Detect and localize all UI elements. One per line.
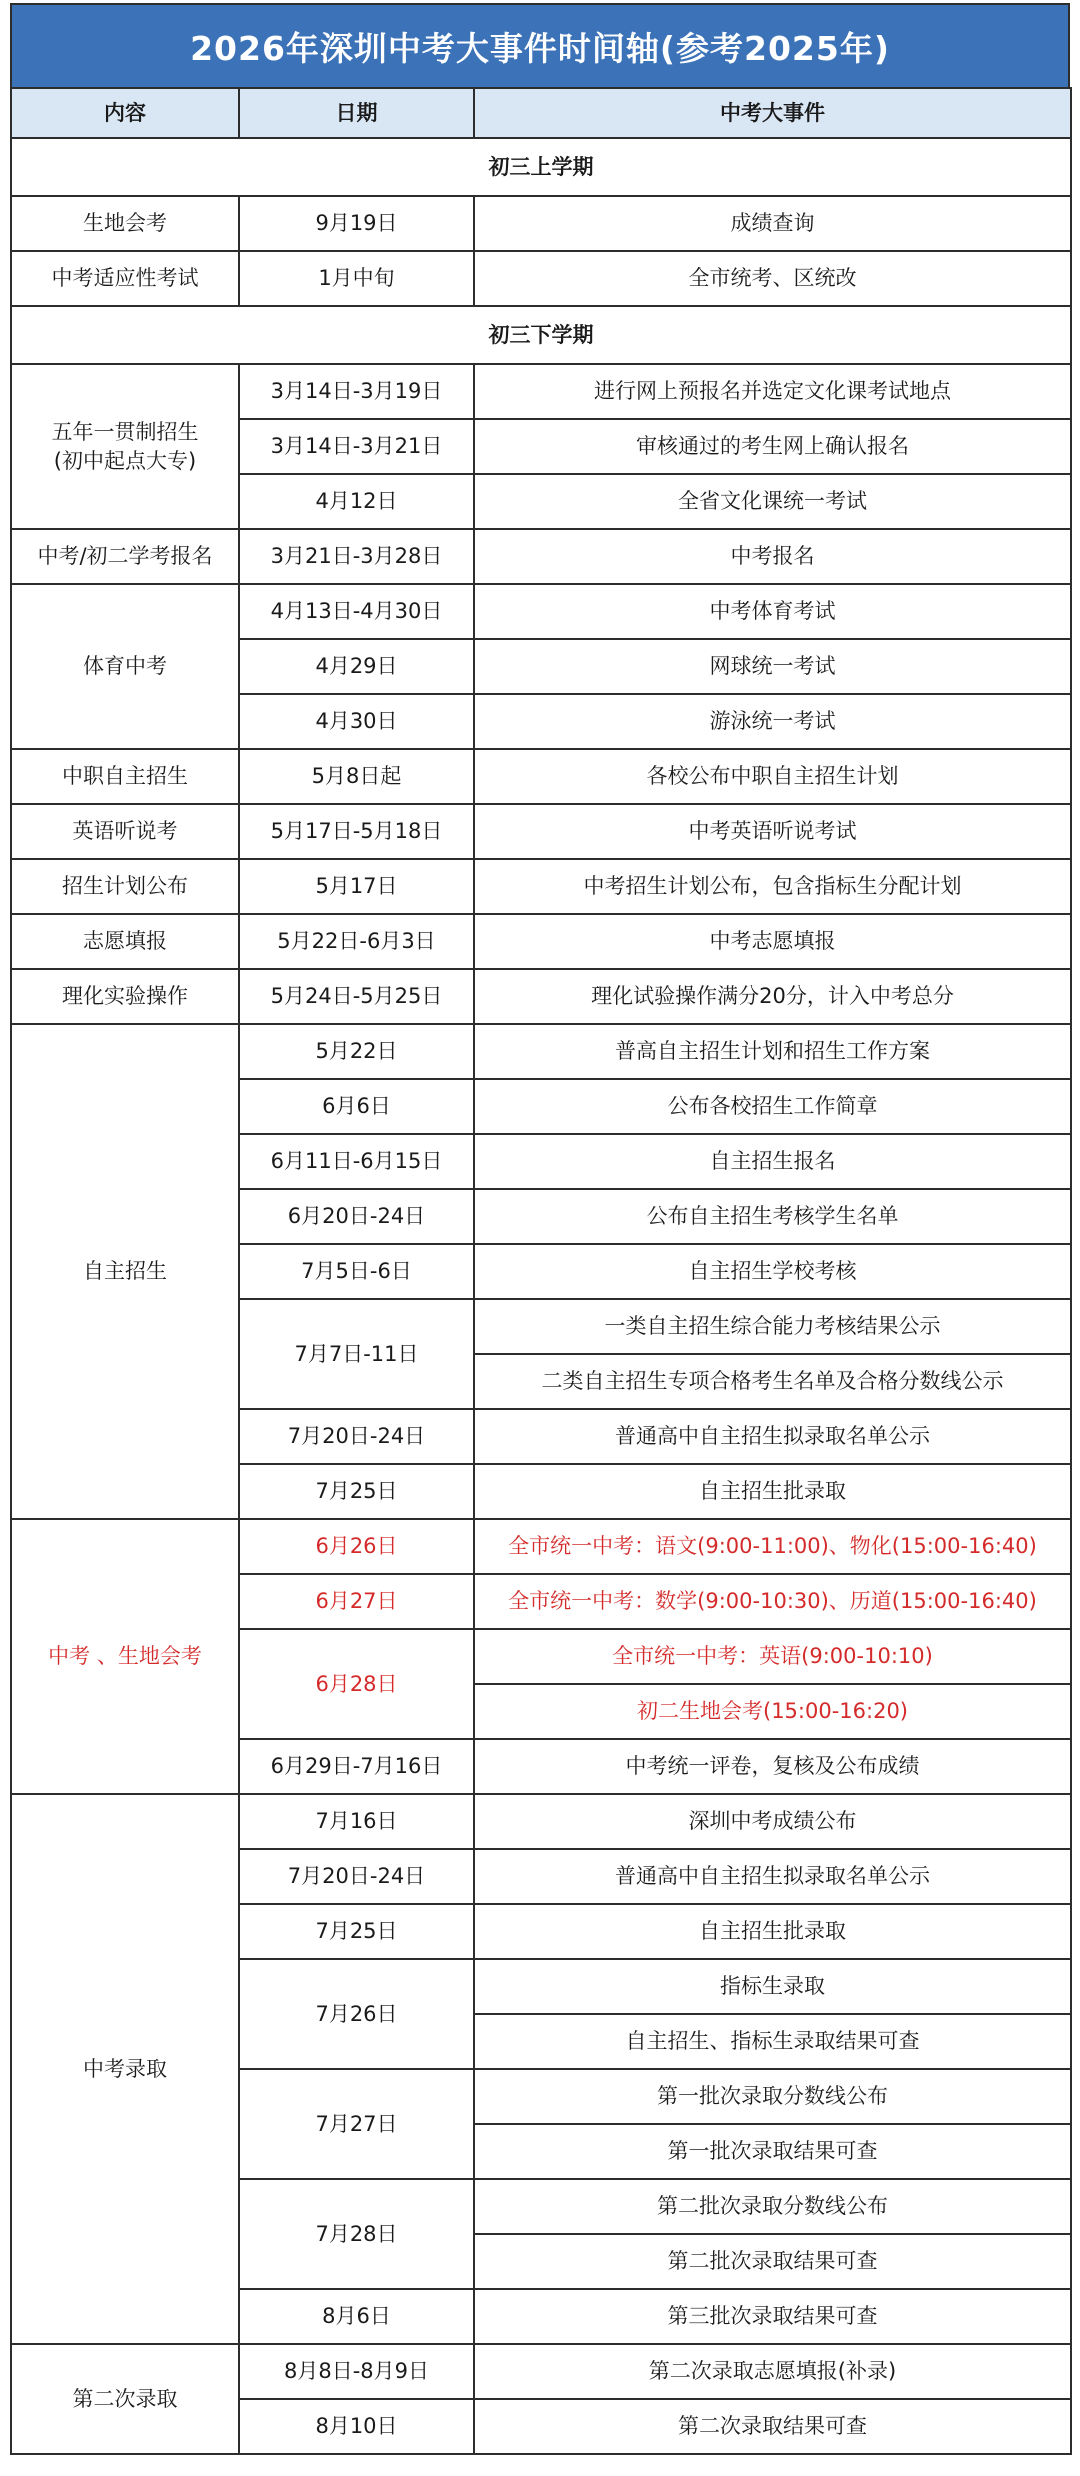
table-row	[11, 969, 1071, 1024]
date-cell: 7月5日-6日	[239, 1244, 474, 1299]
table-row	[11, 529, 1071, 584]
date-cell: 9月19日	[239, 196, 474, 251]
date-cell: 4月29日	[239, 639, 474, 694]
event-cell: 中考志愿填报	[474, 914, 1071, 969]
event-cell: 全市统一中考：语文(9:00-11:00)、物化(15:00-16:40)	[474, 1519, 1071, 1574]
content-cell: 中考适应性考试	[11, 251, 239, 306]
content-cell: 生地会考	[11, 196, 239, 251]
date-cell: 6月11日-6月15日	[239, 1134, 474, 1189]
date-cell: 6月29日-7月16日	[239, 1739, 474, 1794]
event-cell: 第一批次录取结果可查	[474, 2124, 1071, 2179]
date-cell: 4月30日	[239, 694, 474, 749]
event-cell: 第二批次录取结果可查	[474, 2234, 1071, 2289]
date-cell: 3月14日-3月21日	[239, 419, 474, 474]
date-cell: 7月25日	[239, 1464, 474, 1519]
date-cell: 5月22日-6月3日	[239, 914, 474, 969]
event-cell: 普高自主招生计划和招生工作方案	[474, 1024, 1071, 1079]
date-cell: 4月12日	[239, 474, 474, 529]
event-cell: 自主招生学校考核	[474, 1244, 1071, 1299]
content-cell: 中考/初二学考报名	[11, 529, 239, 584]
event-cell: 游泳统一考试	[474, 694, 1071, 749]
table-row	[11, 1519, 1071, 1574]
content-cell	[11, 364, 239, 529]
date-cell: 3月14日-3月19日	[239, 364, 474, 419]
table-row	[11, 2344, 1071, 2399]
event-cell: 各校公布中职自主招生计划	[474, 749, 1071, 804]
event-cell: 第一批次录取分数线公布	[474, 2069, 1071, 2124]
content-cell: 中考录取	[11, 1794, 239, 2344]
section-title: 初三下学期	[11, 306, 1071, 364]
date-cell: 6月26日	[239, 1519, 474, 1574]
date-cell: 7月20日-24日	[239, 1409, 474, 1464]
content-cell: 体育中考	[11, 584, 239, 749]
date-cell: 5月17日	[239, 859, 474, 914]
table-row	[11, 859, 1071, 914]
content-cell: 自主招生	[11, 1024, 239, 1519]
content-cell: 志愿填报	[11, 914, 239, 969]
date-cell: 6月28日	[239, 1629, 474, 1739]
event-cell: 全市统考、区统改	[474, 251, 1071, 306]
date-cell: 7月7日-11日	[239, 1299, 474, 1409]
date-cell: 8月8日-8月9日	[239, 2344, 474, 2399]
event-cell: 自主招生批录取	[474, 1904, 1071, 1959]
event-cell: 中考报名	[474, 529, 1071, 584]
table-row	[11, 1794, 1071, 1849]
table-row	[11, 196, 1071, 251]
event-cell: 第三批次录取结果可查	[474, 2289, 1071, 2344]
date-cell: 7月25日	[239, 1904, 474, 1959]
table-row	[11, 1024, 1071, 1079]
content-line: 五年一贯制招生	[51, 420, 199, 445]
timeline-table	[10, 87, 1072, 2455]
table-row	[11, 584, 1071, 639]
table-row	[11, 914, 1071, 969]
page-title: 2026年深圳中考大事件时间轴(参考2025年)	[10, 3, 1070, 87]
section-title: 初三上学期	[11, 138, 1071, 196]
event-cell: 第二次录取志愿填报(补录)	[474, 2344, 1071, 2399]
event-cell: 全市统一中考：数学(9:00-10:30)、历道(15:00-16:40)	[474, 1574, 1071, 1629]
event-cell: 初二生地会考(15:00-16:20)	[474, 1684, 1071, 1739]
event-cell: 中考体育考试	[474, 584, 1071, 639]
event-cell: 深圳中考成绩公布	[474, 1794, 1071, 1849]
table-row	[11, 251, 1071, 306]
date-cell: 3月21日-3月28日	[239, 529, 474, 584]
date-cell: 6月20日-24日	[239, 1189, 474, 1244]
date-cell: 8月6日	[239, 2289, 474, 2344]
date-cell: 7月27日	[239, 2069, 474, 2179]
event-cell: 普通高中自主招生拟录取名单公示	[474, 1409, 1071, 1464]
header-content: 内容	[11, 88, 239, 138]
date-cell: 5月24日-5月25日	[239, 969, 474, 1024]
section-row	[11, 306, 1071, 364]
table-row	[11, 364, 1071, 419]
content-cell: 英语听说考	[11, 804, 239, 859]
event-cell: 公布各校招生工作简章	[474, 1079, 1071, 1134]
event-cell: 第二次录取结果可查	[474, 2399, 1071, 2454]
header-date: 日期	[239, 88, 474, 138]
event-cell: 全市统一中考：英语(9:00-10:10)	[474, 1629, 1071, 1684]
date-cell: 6月6日	[239, 1079, 474, 1134]
date-cell: 6月27日	[239, 1574, 474, 1629]
event-cell: 网球统一考试	[474, 639, 1071, 694]
content-cell: 理化实验操作	[11, 969, 239, 1024]
date-cell: 5月22日	[239, 1024, 474, 1079]
date-cell: 7月26日	[239, 1959, 474, 2069]
event-cell: 中考招生计划公布，包含指标生分配计划	[474, 859, 1071, 914]
date-cell: 1月中旬	[239, 251, 474, 306]
header-event: 中考大事件	[474, 88, 1071, 138]
event-cell: 自主招生报名	[474, 1134, 1071, 1189]
date-cell: 5月8日起	[239, 749, 474, 804]
table-row	[11, 804, 1071, 859]
event-cell: 指标生录取	[474, 1959, 1071, 2014]
date-cell: 7月28日	[239, 2179, 474, 2289]
date-cell: 4月13日-4月30日	[239, 584, 474, 639]
date-cell: 5月17日-5月18日	[239, 804, 474, 859]
content-cell: 第二次录取	[11, 2344, 239, 2454]
date-cell: 7月20日-24日	[239, 1849, 474, 1904]
section-row	[11, 138, 1071, 196]
event-cell: 中考英语听说考试	[474, 804, 1071, 859]
event-cell: 自主招生、指标生录取结果可查	[474, 2014, 1071, 2069]
timeline-sheet	[10, 3, 1070, 2455]
event-cell: 第二批次录取分数线公布	[474, 2179, 1071, 2234]
event-cell: 全省文化课统一考试	[474, 474, 1071, 529]
table-row	[11, 749, 1071, 804]
date-cell: 8月10日	[239, 2399, 474, 2454]
table-header-row	[11, 88, 1071, 138]
event-cell: 二类自主招生专项合格考生名单及合格分数线公示	[474, 1354, 1071, 1409]
content-cell: 中考 、生地会考	[11, 1519, 239, 1794]
content-cell: 中职自主招生	[11, 749, 239, 804]
event-cell: 自主招生批录取	[474, 1464, 1071, 1519]
event-cell: 公布自主招生考核学生名单	[474, 1189, 1071, 1244]
event-cell: 中考统一评卷，复核及公布成绩	[474, 1739, 1071, 1794]
content-cell: 招生计划公布	[11, 859, 239, 914]
content-line: (初中起点大专)	[53, 448, 197, 473]
event-cell: 普通高中自主招生拟录取名单公示	[474, 1849, 1071, 1904]
event-cell: 理化试验操作满分20分，计入中考总分	[474, 969, 1071, 1024]
event-cell: 审核通过的考生网上确认报名	[474, 419, 1071, 474]
date-cell: 7月16日	[239, 1794, 474, 1849]
event-cell: 成绩查询	[474, 196, 1071, 251]
event-cell: 进行网上预报名并选定文化课考试地点	[474, 364, 1071, 419]
event-cell: 一类自主招生综合能力考核结果公示	[474, 1299, 1071, 1354]
